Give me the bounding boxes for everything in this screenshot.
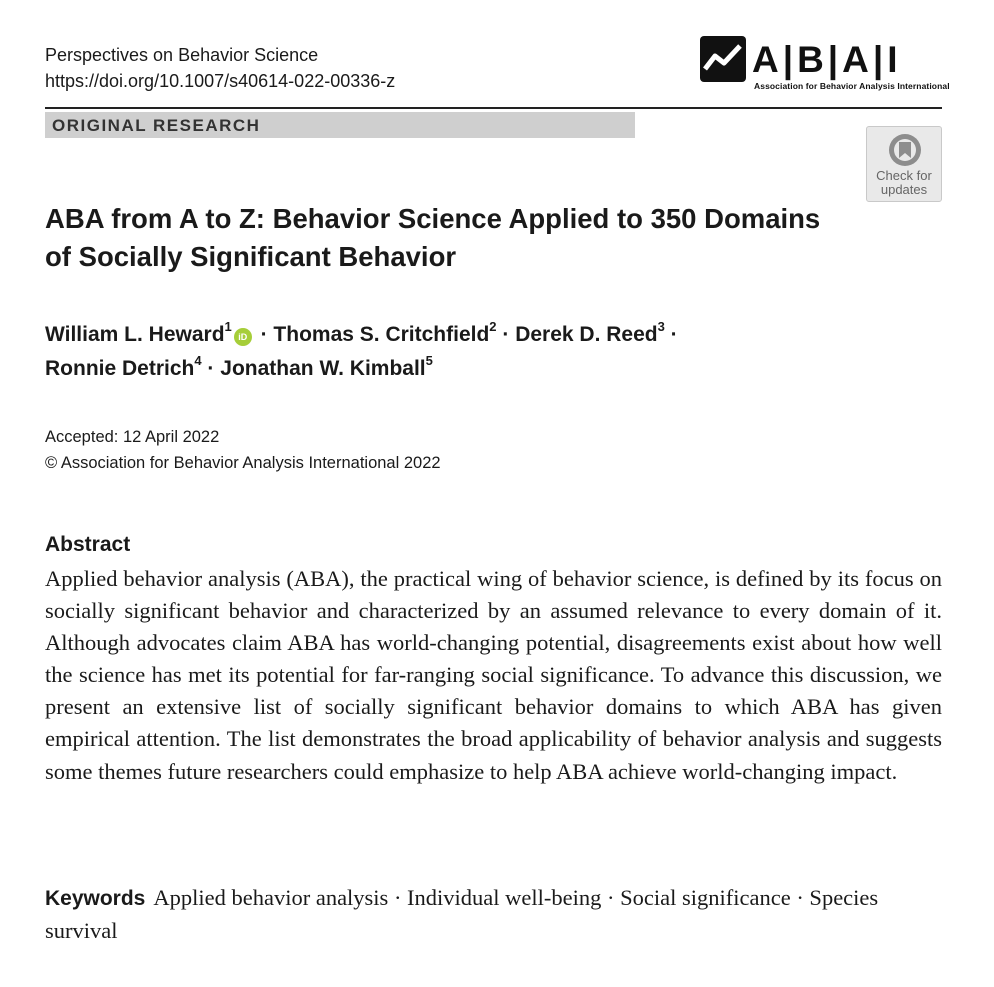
- copyright-notice: © Association for Behavior Analysis International 2022: [45, 454, 441, 472]
- keywords: [45, 882, 942, 947]
- abai-logo[interactable]: [700, 36, 950, 94]
- header-rule: [45, 107, 942, 109]
- author-name[interactable]: Jonathan W. Kimball: [220, 357, 426, 380]
- author-name[interactable]: William L. Heward: [45, 323, 225, 346]
- author-affiliation: 4: [194, 353, 202, 368]
- author-name[interactable]: Ronnie Detrich: [45, 357, 195, 380]
- author-list: William L. Heward$^1$iD · Thomas S. Critchfield$^2$ · Derek D. Reed$^3$ · Ronnie Detrich$^4$ · Jonathan W. Kimball$^5$: [45, 319, 678, 380]
- abai-logo-letters: A|B|A|I: [752, 39, 902, 80]
- abai-logo-icon: [700, 36, 746, 82]
- journal-name: Perspectives on Behavior Science: [45, 45, 319, 65]
- accepted-date: Accepted: 12 April 2022: [45, 428, 220, 446]
- article-title: [45, 200, 875, 276]
- keywords-text: Applied behavior analysis · Individual well-being · Social significance · Species survival: [45, 885, 879, 944]
- author-affiliation: 1: [224, 319, 232, 334]
- author-affiliation: 3: [657, 319, 665, 334]
- section-label: ORIGINAL RESEARCH: [52, 116, 261, 135]
- check-for-updates-label: Check for updates: [876, 168, 932, 197]
- check-for-updates-button[interactable]: [866, 126, 942, 202]
- author-affiliation: 5: [425, 353, 433, 368]
- abai-logo-subtitle: Association for Behavior Analysis International: [754, 81, 950, 91]
- doi-link[interactable]: https://doi.org/10.1007/s40614-022-00336-z: [45, 71, 396, 91]
- author-affiliation: 2: [489, 319, 497, 334]
- keywords-label: Keywords: [45, 887, 146, 910]
- author-name[interactable]: Thomas S. Critchfield: [273, 323, 490, 346]
- title-line-2: of Socially Significant Behavior: [45, 241, 457, 272]
- abstract-heading: Abstract: [45, 533, 131, 556]
- orcid-icon[interactable]: iD: [234, 328, 252, 346]
- title-line-1: ABA from A to Z: Behavior Science Applied to 350 Domains: [45, 203, 821, 234]
- section-banner: [45, 112, 635, 138]
- author-name[interactable]: Derek D. Reed: [515, 323, 658, 346]
- abstract-text: Applied behavior analysis (ABA), the practical wing of behavior science, is defined by its focus on socially significant behavior and characterized by an assumed relevance to every domain of it. Although advocates claim ABA has world-changing potential, disagreements exist about how well the science has met its potential for far-ranging social significance. To advance this discussion, we present an extensive list of socially significant behavior domains to which ABA has given empirical attention. The list demonstrates the broad applicability of behavior analysis and suggests some themes future researchers could emphasize to help ABA achieve world-changing impact.: [45, 566, 942, 784]
